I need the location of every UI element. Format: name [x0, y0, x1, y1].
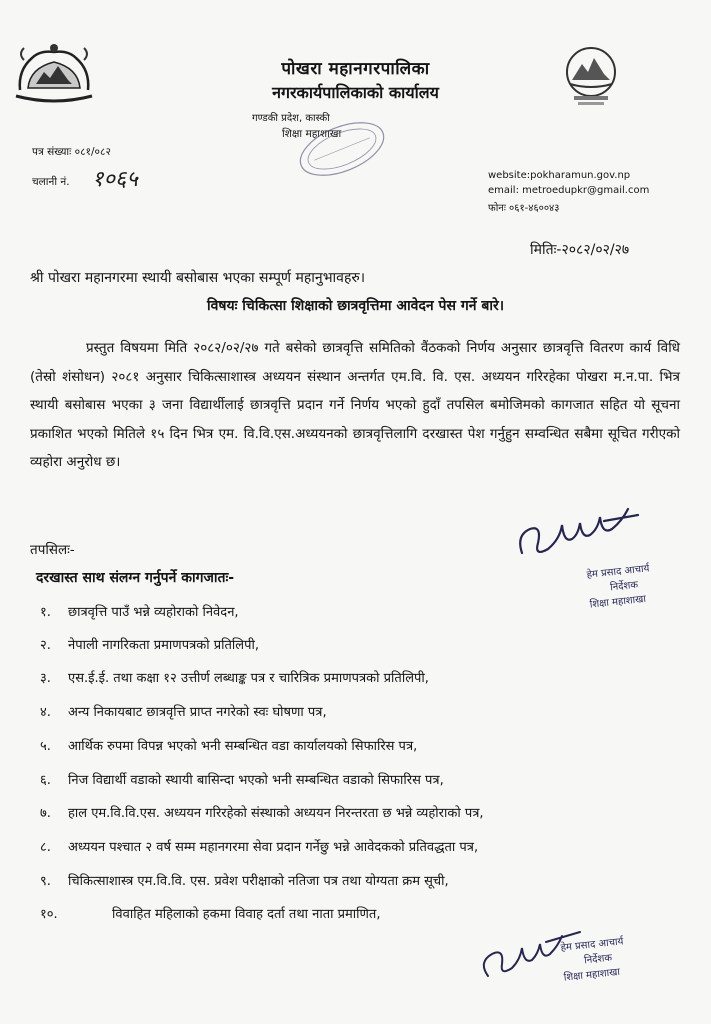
letter-body: प्रस्तुत विषयमा मिति २०८२/०२/२७ गते बसेको छात्रवृत्ति समितिको वैंठकको निर्णय अनुसार छात्रवृत्ति वितरण कार्य विधि (तेस्रो शंसोधन) २०८१ अनुसार चिकित्साशास्त्र अध्ययन संस्थान अन्तर्गत एम.वि. वि. एस. अध्ययन गरिरहेका पोखरा म.न.पा. भित्र स्थायी बसोबास भएका ३ जना विद्यार्थीलाई छात्रवृत्ति प्रदान गर्ने निर्णय भएको हुदाँ तपसिल बमोजिमको कागजात सहित यो सूचना प्रकाशित भएको मितिले १५ दिन भित्र एम. वि.वि.एस.अध्ययनको छात्रवृत्तिलागि दरखास्त पेश गर्नुहुन सम्वन्धित सबैमा सूचित गरीएको व्यहोरा अनुरोध छ। — [30, 340, 680, 471]
office-address: गण्डकी प्रदेश, कास्की — [252, 113, 330, 124]
list-item: ६. निज विद्यार्थी वडाको स्थायी बासिन्दा भएको भनी सम्बन्धित वडाको सिफारिस पत्र, — [40, 773, 444, 788]
contact-phone: फोनः ०६१-४६००४३ — [488, 203, 560, 214]
signatory-name: हेम प्रसाद आचार्य — [560, 936, 624, 954]
list-item: ७. हाल एम.वि.वि.एस. अध्ययन गरिरहेको संस्थाको अध्ययन निरन्तरता छ भन्ने व्यहोराको पत्र, — [40, 806, 484, 821]
reference-number: पत्र संख्याः ०८१/०८२ — [32, 146, 111, 158]
letter-subject: विषयः चिकित्सा शिक्षाको छात्रवृत्तिमा आवेदन पेस गर्ने बारे। — [206, 298, 504, 314]
dispatch-number-label: चलानी नं. — [32, 176, 70, 188]
letter-date: मितिः-२०८२/०२/२७ — [530, 242, 630, 258]
list-item: ५. आर्थिक रुपमा विपन्न भएको भनी सम्बन्धित वडा कार्यालयको सिफारिस पत्र, — [40, 739, 418, 754]
signatory-title: निर्देशक — [583, 952, 613, 967]
office-stamp — [296, 116, 388, 182]
signatory-section: शिक्षा महाशाखा — [563, 966, 621, 984]
details-heading: तपसिलः- — [30, 542, 75, 558]
addressee: श्री पोखरा महानगरमा स्थायी बसोबास भएका सम्पूर्ण महानुभावहरु। — [30, 270, 366, 286]
signatory-title: निर्देशक — [609, 579, 639, 594]
office-name: नगरकार्यपालिकाको कार्यालय — [272, 83, 439, 102]
section-name: शिक्षा महाशाखा — [282, 128, 342, 140]
list-item: १. छात्रवृत्ति पाउँ भन्ने व्यहोराको निवेदन, — [40, 605, 239, 620]
list-item: ३. एस.ई.ई. तथा कक्षा १२ उत्तीर्ण लब्धाङ्क पत्र र चारित्रिक प्रमाणपत्रको प्रतिलिपी, — [40, 671, 429, 686]
contact-website: website:pokharamun.gov.np — [488, 170, 631, 181]
signatory-name: हेम प्रसाद आचार्य — [586, 563, 650, 581]
org-name: पोखरा महानगरपालिका — [281, 59, 430, 79]
list-item: ४. अन्य निकायबाट छात्रवृत्ति प्राप्त नगरेको स्वः घोषणा पत्र, — [40, 705, 327, 720]
required-documents-title: दरखास्त साथ संलग्न गर्नुपर्ने कागजातः- — [36, 570, 235, 586]
list-item: ८. अध्ययन पश्चात २ वर्ष सम्म महानगरमा सेवा प्रदान गर्नेछु भन्ने आवेदकको प्रतिवद्धता पत्र, — [40, 840, 479, 855]
list-item: ९. चिकित्साशास्त्र एम.वि.वि. एस. प्रवेश परीक्षाको नतिजा पत्र तथा योग्यता क्रम सूची, — [40, 874, 449, 889]
signatory-section: शिक्षा महाशाखा — [589, 593, 647, 611]
list-item: २. नेपाली नागरिकता प्रमाणपत्रको प्रतिलिपी, — [40, 638, 259, 653]
list-item: १०. विवाहित महिलाको हकमा विवाह दर्ता तथा नाता प्रमाणित, — [40, 907, 381, 922]
dispatch-number-value: १०६५ — [92, 167, 138, 192]
contact-email: email: metroedupkr@gmail.com — [488, 185, 650, 196]
